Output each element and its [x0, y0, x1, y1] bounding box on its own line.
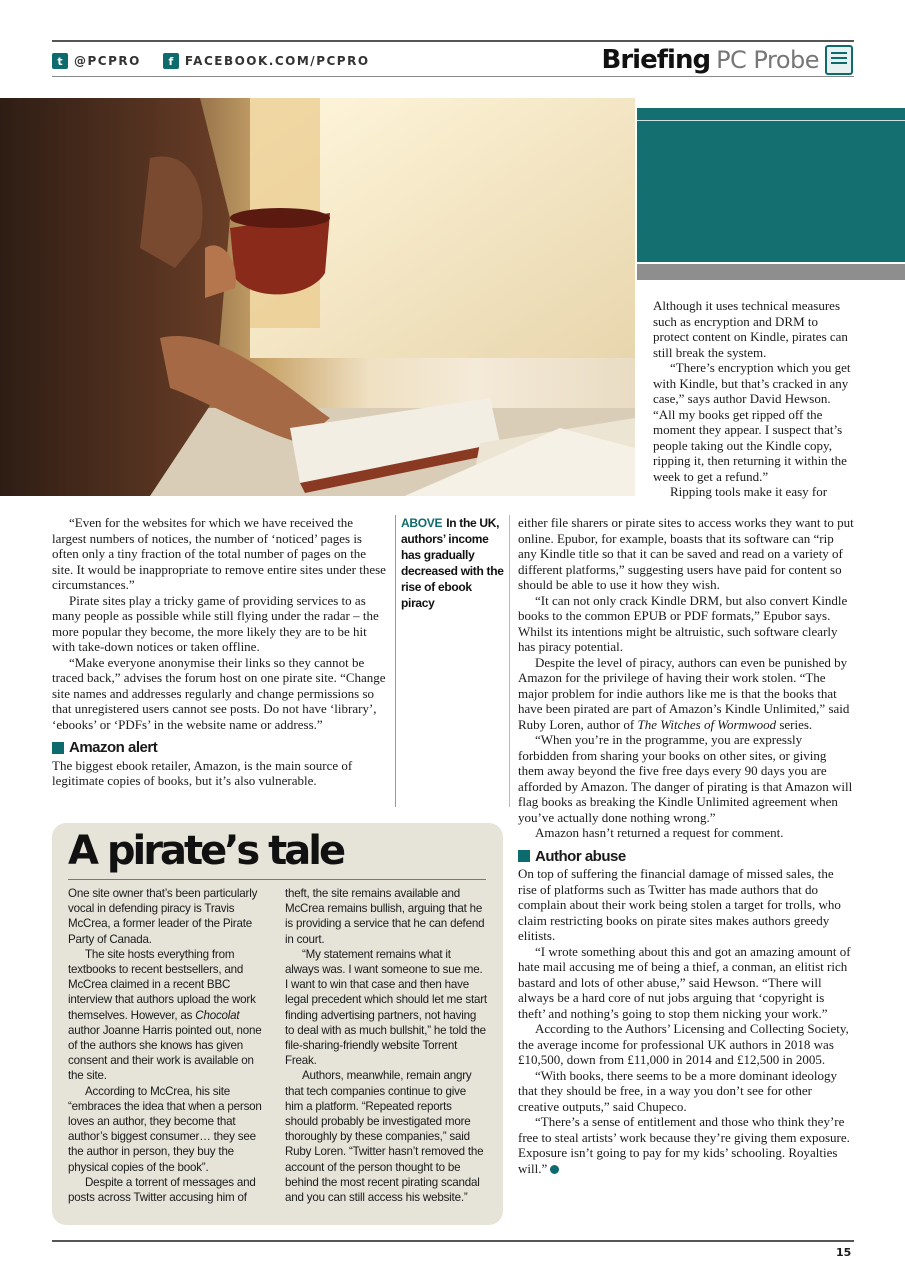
- document-icon: [825, 45, 853, 75]
- photo-caption: [401, 515, 505, 611]
- facebook-icon[interactable]: f: [163, 53, 179, 69]
- text-run: series.: [776, 716, 813, 732]
- paragraph: The biggest ebook retailer, Amazon, is the main source of legitimate copies of books, but it’s also vulnerable.: [52, 757, 353, 788]
- text-run: The site hosts everything from textbooks to recent bestsellers, and McCrea claimed in a recent BBC interview that authors upload the work themselves. However, as: [68, 947, 256, 1022]
- paragraph: Amazon hasn’t returned a request for comment.: [535, 825, 784, 840]
- right-top-column: [653, 298, 853, 500]
- paragraph: “Even for the websites for which we have received the largest numbers of notices, the number of ‘noticed’ pages is often only a tiny fraction of the total number of pages on the site. It would be inappropriate to remove entire sites under these circumstances.”: [52, 515, 386, 592]
- text-run: “There’s a sense of entitlement and those who think they’re free to steal artists’ work because they’re giving them exposure. Exposure isn’t going to pay for my kids’ schooling. Royalties will.”: [518, 1114, 850, 1176]
- facebook-url[interactable]: FACEBOOK.COM/PCPRO: [184, 54, 370, 68]
- paragraph: theft, the site remains available and McCrea remains bullish, arguing that he is providing a service that he can defend in court.: [285, 887, 485, 946]
- book-title: Chocolat: [195, 1008, 240, 1022]
- decorative-grey-block: [637, 264, 905, 280]
- text-run: author Joanne Harris pointed out, none of the authors she knows has given consent and their work is available on the site.: [68, 1023, 262, 1083]
- text-run: Despite the level of piracy, authors can even be punished by Amazon for the privilege of having their work stolen. “The major problem for indie authors like me is that the books that have been pirated are part of Amazon’s Kindle Unlimited,” said Ruby Loren, author of: [518, 654, 850, 732]
- header-top-rule: [52, 40, 854, 42]
- boxout-column-2: [285, 886, 487, 1205]
- twitter-handle[interactable]: @PCPRO: [74, 54, 141, 68]
- subhead-text: Amazon alert: [69, 739, 158, 756]
- boxout-rule: [68, 879, 486, 880]
- subhead-author-abuse: [518, 849, 854, 865]
- social-links: [52, 50, 370, 72]
- paragraph: “When you’re in the programme, you are expressly forbidden from sharing your books on other sites, or giving them away beyond the five free days every 90 days you are afforded by Amazon. The danger of pirating is that Amazon will flag books as breaking the Kindle Unlimited agreement when you’ve actually done nothing wrong.”: [518, 732, 853, 825]
- paragraph: According to McCrea, his site “embraces the idea that when a person loves an author, they become that author’s biggest consumer… they see the author in person, they buy the physical copies of the book”.: [68, 1084, 262, 1174]
- decorative-line: [637, 120, 905, 121]
- paragraph: One site owner that’s been particularly vocal in defending piracy is Travis McCrea, a former leader of the Pirate Party of Canada.: [68, 887, 258, 946]
- boxout-title: A pirate’s tale: [68, 828, 344, 874]
- photo-man-reading-book-icon: [0, 98, 635, 496]
- article-photo: [0, 98, 635, 496]
- twitter-icon[interactable]: t: [52, 53, 68, 69]
- caption-lead: ABOVE: [401, 516, 443, 530]
- paragraph: [518, 1114, 854, 1176]
- paragraph: either file sharers or pirate sites to access works they want to put online. Epubor, for example, boasts that its software can “rip any Kindle title so that it can be saved and read on a variety of different platforms,” suggesting users have paid for content so should be able to use it how they wish.: [518, 515, 854, 592]
- decorative-teal-block: [637, 108, 905, 262]
- section-header: [602, 44, 853, 76]
- paragraph: “I wrote something about this and got an amazing amount of hate mail accusing me of being a thief, a conman, an elitist rich bastard and lots of other abuse,” said Hewson. “There will always be a hard core of nut jobs arguing that ‘copyright is theft’ and nothing’s going to stop them nicking your work.”: [518, 943, 851, 1021]
- right-column: [518, 515, 854, 1176]
- page-number: 15: [836, 1246, 852, 1259]
- column-divider: [395, 515, 396, 807]
- paragraph: On top of suffering the financial damage of missed sales, the rise of platforms such as Twitter has made authors that do complain about their work being stolen a target for trolls, who claim restricting books on pirate sites makes authors greedy elitists.: [518, 866, 841, 943]
- end-mark-icon: [550, 1165, 559, 1174]
- book-title: The Witches of Wormwood: [637, 716, 777, 732]
- column-divider: [509, 515, 510, 807]
- square-bullet-icon: [518, 850, 530, 862]
- paragraph: “My statement remains what it always was. I want someone to sue me. I want to win that case and then have legal precedent which should let me start finding advertising partners, not having to deal with as much bullshit,” he told the file-sharing-friendly website Torrent Freak.: [285, 947, 487, 1068]
- paragraph: According to the Authors’ Licensing and Collecting Society, the average income for professional UK authors in 2018 was £10,500, down from £11,000 in 2014 and £12,500 in 2005.: [518, 1021, 849, 1067]
- paragraph: “Make everyone anonymise their links so they cannot be traced back,” advises the forum host on one pirate site. “Change site names and addresses regularly and change permissions so that unregistered users cannot see posts. Do not have ‘library’, ‘ebooks’ or ‘PDFs’ in the website name or address.”: [52, 654, 386, 732]
- footer-rule: [52, 1240, 854, 1242]
- paragraph: “It can not only crack Kindle DRM, but also convert Kindle books to the common EPUB or PDF formats,” Epubor says. Whilst its intentions might be altruistic, such software clearly has piracy potential.: [518, 592, 848, 654]
- square-bullet-icon: [52, 742, 64, 754]
- paragraph: Although it uses technical measures such as encryption and DRM to protect content on Kindle, pirates can still break the system.: [653, 298, 848, 360]
- paragraph: [518, 655, 854, 733]
- paragraph: Authors, meanwhile, remain angry that tech companies continue to give him a platform. “Repeated reports should probably be investigated more thoroughly by these companies,” said Ruby Loren. “Twitter hasn’t removed the account of the person thought to be behind the most recent pirating scandal and you can still access his website.”: [285, 1069, 484, 1205]
- header-bottom-rule: [52, 76, 854, 77]
- paragraph: [68, 947, 268, 1084]
- paragraph: Ripping tools make it easy for: [670, 484, 828, 499]
- subhead-text: Author abuse: [535, 847, 626, 865]
- subhead-amazon-alert: [52, 740, 388, 756]
- paragraph: Pirate sites play a tricky game of providing services to as many people as possible while still flying under the radar – the more popular they become, the more likely they are to be hit with take-down notices or taken offline.: [52, 592, 379, 654]
- boxout-column-1: [68, 886, 268, 1205]
- caption-text: In the UK, authors’ income has gradually decreased with the rise of ebook piracy: [401, 516, 504, 610]
- section-title-bold: Briefing: [601, 45, 711, 75]
- section-title-light: PC Probe: [716, 46, 819, 74]
- paragraph: “With books, there seems to be a more dominant ideology that they should be free, in a way you don’t see for other creative outputs,” said Chupeco.: [518, 1067, 838, 1114]
- paragraph: Despite a torrent of messages and posts across Twitter accusing him of: [68, 1175, 256, 1205]
- left-column: [52, 515, 388, 789]
- paragraph: “There’s encryption which you get with Kindle, but that’s cracked in any case,” says author David Hewson. “All my books get ripped off the moment they appear. I suspect that’s people taking out the Kindle copy, ripping it, then returning it within the week to get a refund.”: [653, 360, 851, 484]
